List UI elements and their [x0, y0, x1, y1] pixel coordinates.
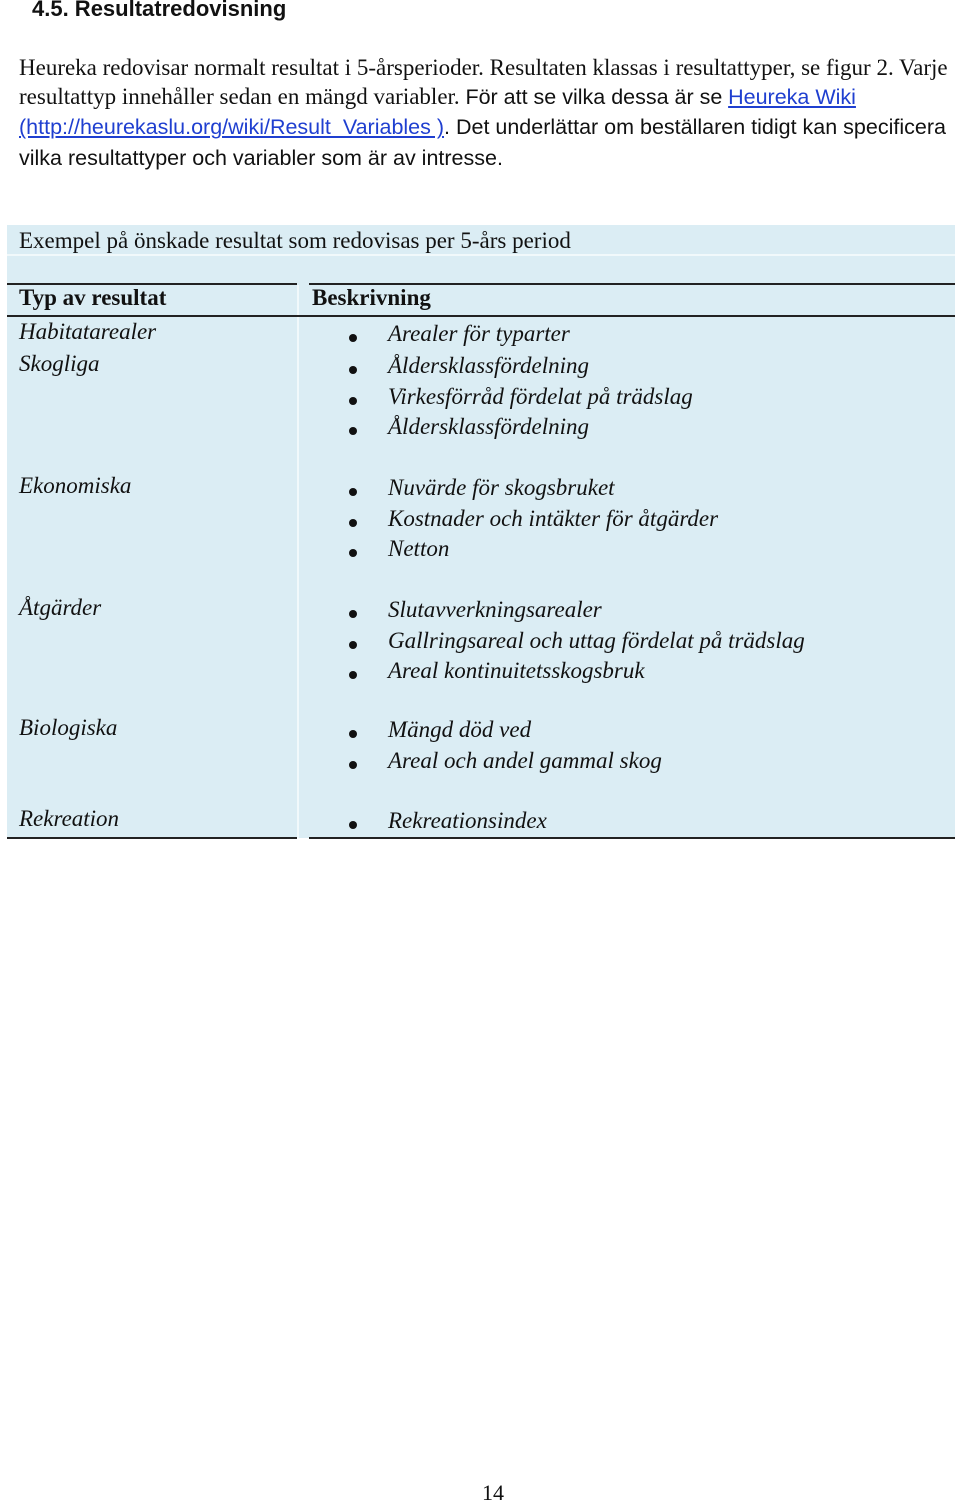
- section-heading: 4.5. Resultatredovisning: [32, 0, 287, 21]
- result-type: Rekreation: [19, 806, 120, 831]
- heureka-wiki-url-link[interactable]: (http://heurekaslu.org/wiki/Result_Variables ): [19, 115, 445, 140]
- col-header-type: Typ av resultat: [19, 285, 167, 310]
- description-item: Kostnader och intäkter för åtgärder: [388, 505, 719, 531]
- description-item: Areal och andel gammal skog: [388, 747, 662, 773]
- bullet-icon: [349, 397, 357, 405]
- bullet-icon: [349, 821, 357, 829]
- intro-text-2: För att se vilka dessa är se: [465, 85, 723, 110]
- bullet-icon: [349, 549, 357, 557]
- intro-text-1: Heureka redovisar normalt resultat i 5-årsperioder. Resultaten klassas i resultattyper, se figur 2. Varje resultattyp innehåller sedan en mängd variabler.: [19, 55, 948, 110]
- bullet-icon: [349, 366, 357, 374]
- description-item: Åldersklassfördelning: [388, 414, 590, 439]
- bullet-icon: [349, 641, 357, 649]
- bullet-icon: [349, 334, 357, 342]
- bullet-icon: [349, 610, 357, 618]
- description-item: Mängd död ved: [388, 717, 532, 742]
- description-item: Virkesförråd fördelat på trädslag: [388, 383, 693, 409]
- description-item: Rekreationsindex: [388, 808, 547, 833]
- heureka-wiki-link[interactable]: Heureka Wiki: [728, 85, 856, 110]
- bullet-icon: [349, 488, 357, 496]
- description-item: Slutavverkningsarealer: [388, 597, 602, 622]
- description-item: Åldersklassfördelning: [388, 353, 590, 378]
- description-item: Areal kontinuitetsskogsbruk: [388, 658, 645, 683]
- description-item: Arealer för typarter: [388, 321, 570, 346]
- results-table: [7, 225, 955, 838]
- result-type: Ekonomiska: [19, 473, 132, 498]
- intro-text-3: . Det underlättar om beställaren tidigt kan specificera vilka resultattyper och variabler som är av intresse.: [19, 115, 946, 170]
- description-item: Netton: [388, 536, 450, 561]
- bullet-icon: [349, 519, 357, 527]
- result-type: Habitatarealer: [19, 319, 157, 344]
- description-item: Nuvärde för skogsbruket: [388, 475, 615, 500]
- bullet-icon: [349, 671, 357, 679]
- col-header-description: Beskrivning: [312, 285, 431, 310]
- bullet-icon: [349, 761, 357, 769]
- table-caption: Exempel på önskade resultat som redovisas per 5-års period: [19, 228, 571, 253]
- result-type: Biologiska: [19, 715, 118, 740]
- intro-paragraph: [19, 53, 959, 173]
- bullet-icon: [349, 730, 357, 738]
- result-type: Åtgärder: [19, 595, 102, 620]
- description-item: Gallringsareal och uttag fördelat på trädslag: [388, 627, 805, 653]
- bullet-icon: [349, 427, 357, 435]
- result-type: Skogliga: [19, 351, 100, 376]
- page-number: 14: [482, 1480, 504, 1505]
